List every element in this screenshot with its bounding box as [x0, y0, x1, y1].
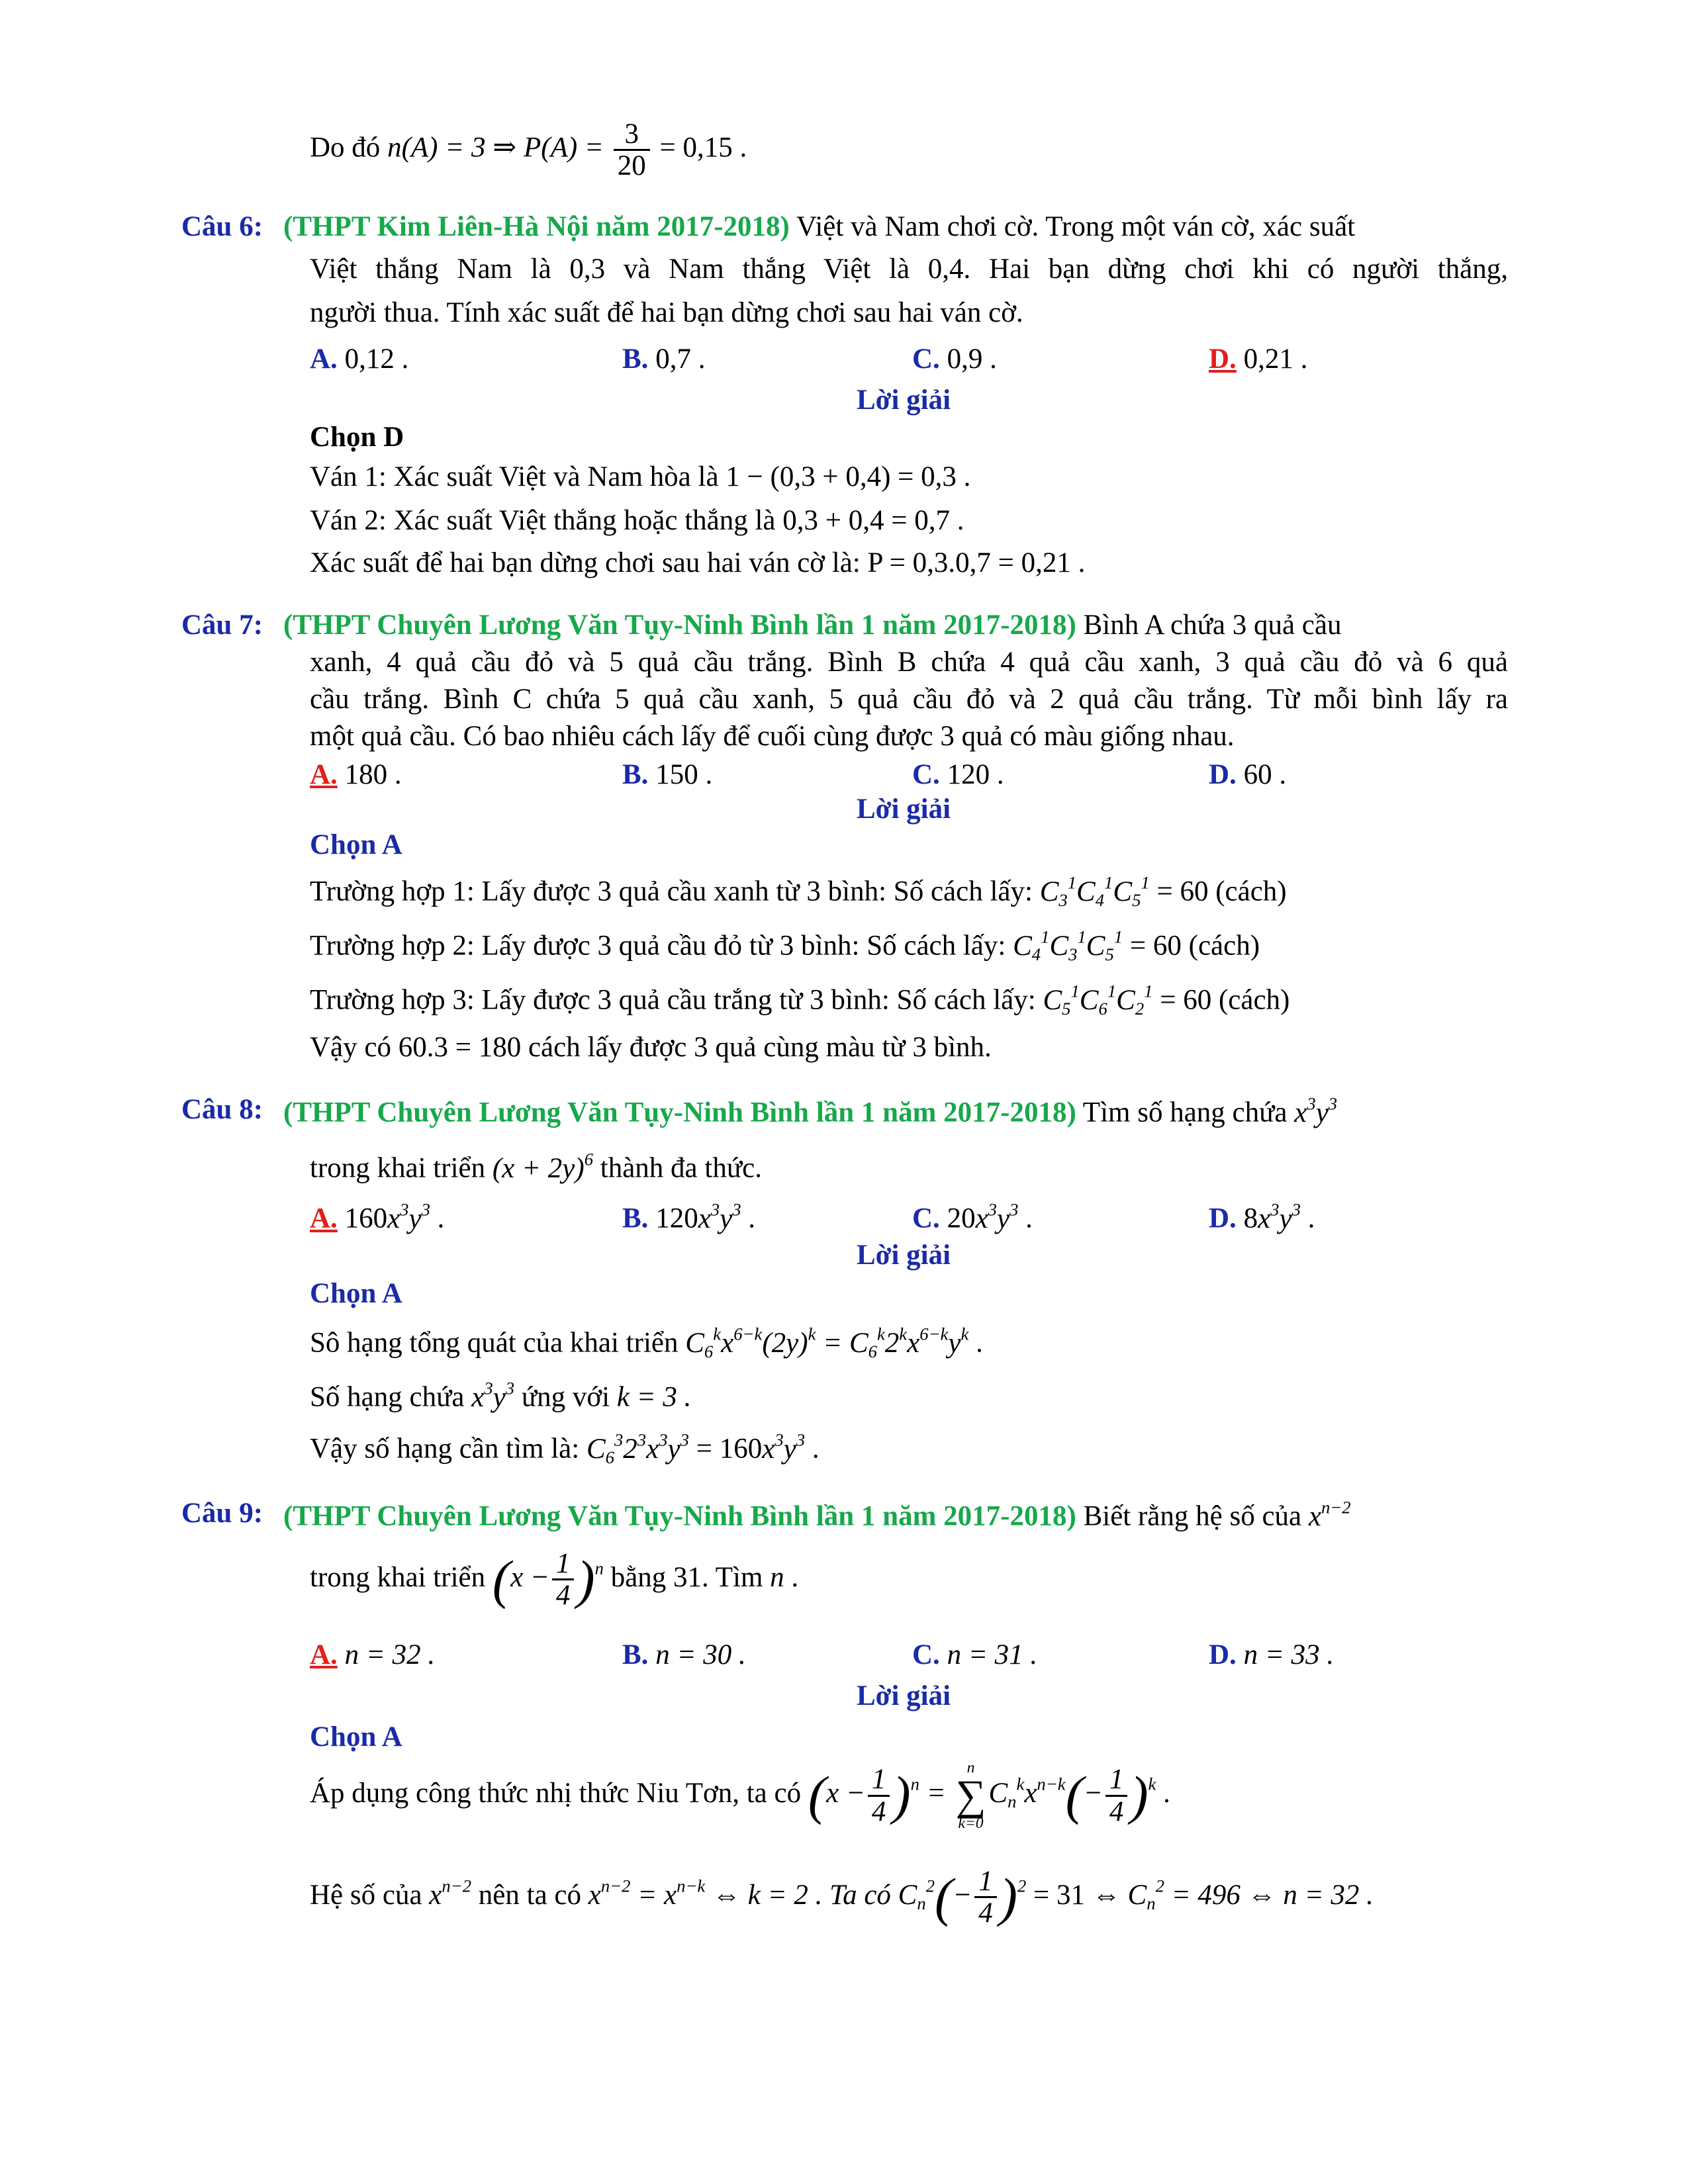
q6-source: (THPT Kim Liên-Hà Nội năm 2017-2018): [283, 211, 790, 242]
q8-solution-2: Số hạng chứa $x^3y^3$ ứng với k = 3 .: [310, 1378, 692, 1413]
q9-solution-2a: Hệ số của: [310, 1879, 422, 1911]
intro-fraction-num: 3: [614, 119, 650, 151]
q6-option-d-label: D.: [1209, 343, 1237, 375]
q7-case-2: [310, 927, 1260, 964]
q7-option-c: [912, 758, 1004, 791]
q6-option-a-value: 0,12 .: [344, 343, 409, 375]
q6-option-b: [622, 343, 705, 375]
q9-option-c-label: C.: [912, 1639, 940, 1670]
q9-option-c: [912, 1639, 1037, 1671]
intro-result: = 0,15 .: [659, 132, 747, 163]
q9-line2b: bằng 31. Tìm: [610, 1561, 763, 1593]
q9-line2a: trong khai triển: [310, 1561, 486, 1593]
q6-solution-1: Ván 1: Xác suất Việt và Nam hòa là 1 − (0,3 + 0,4) = 0,3 .: [310, 461, 971, 492]
q8-option-d-value: 8: [1243, 1203, 1258, 1234]
q7-option-d: [1209, 758, 1286, 791]
q6-solution-2: Ván 2: Xác suất Việt thắng hoặc thắng là 0,3 + 0,4 = 0,7 .: [310, 505, 964, 536]
q7-line1-text: Bình A chứa 3 quả cầu: [1083, 610, 1342, 641]
q9-option-b-label: B.: [622, 1639, 649, 1670]
q9-solution-2: Hệ số của $x^{n-2}$ nên ta có $x^{n-2} = x^{n-k}$ ⇔ k = 2 . Ta có $C_n^2(-$ $\frac{1}{4}$ )$^2$ = 31 ⇔ $C_n^2 = 496$ ⇔ n = 32 .: [310, 1866, 1374, 1929]
q7-case-3-text: Trường hợp 3: Lấy được 3 quả cầu trắng từ 3 bình: Số cách lấy:: [310, 984, 1036, 1016]
q8-solution-1: Sô hạng tổng quát của khai triển $C_6^kx^{6-k}(2y)^k = C_6^k2^kx^{6-k}y^k$ .: [310, 1324, 983, 1361]
q7-option-a-value: 180 .: [344, 759, 402, 790]
q9-solution-2d: = 31 ⇔: [1033, 1879, 1121, 1911]
q7-case-2-tail: = 60 (cách): [1129, 930, 1260, 962]
q7-option-c-label: C.: [912, 759, 940, 790]
q6-loigiai-heading: Lời giải: [856, 385, 951, 416]
q7-option-b-label: B.: [622, 759, 649, 790]
q7-conclusion: Vậy có 60.3 = 180 cách lấy được 3 quả cùng màu từ 3 bình.: [310, 1032, 992, 1063]
q8-source: (THPT Chuyên Lương Văn Tụy-Ninh Bình lần 1 năm 2017-2018): [283, 1097, 1076, 1128]
q8-line2a: trong khai triển: [310, 1152, 486, 1184]
q7-option-b: [622, 758, 712, 791]
q7-case-3-formula: $C_5^1C_6^1C_2^1$: [1043, 981, 1153, 1019]
q9-solution-2b: nên ta có: [478, 1879, 581, 1911]
q9-solution-1: Áp dụng công thức nhị thức Niu Tơn, ta có (x − $\frac{1}{4}$ )$^n$ = n ∑ k=0 $C_n^kx^{n-k}(-$ $\frac{1}{4}$ )$^k$ .: [310, 1759, 1170, 1832]
q7-line1: [283, 609, 1341, 641]
q7-case-1-formula: $C_3^1C_4^1C_5^1$: [1039, 872, 1150, 910]
q6-option-d-value: 0,21 .: [1243, 343, 1308, 375]
q6-number: Câu 6:: [181, 211, 263, 242]
q8-option-c-value: 20: [947, 1203, 976, 1234]
q7-loigiai-heading: Lời giải: [856, 794, 951, 825]
q9-option-b-value: n = 30 .: [655, 1639, 746, 1670]
q8-loigiai-heading: Lời giải: [856, 1240, 951, 1271]
intro-expr: n(A) = 3 ⇒ P(A) =: [387, 132, 604, 163]
q9-line2: trong khai triển (x − $\frac{1}{4}$ )$^n$ bằng 31. Tìm n .: [310, 1548, 799, 1612]
q9-source: (THPT Chuyên Lương Văn Tụy-Ninh Bình lần 1 năm 2017-2018): [283, 1500, 1076, 1532]
q8-option-a-value: 160: [344, 1203, 388, 1234]
q6-line1: [283, 210, 1355, 243]
q9-line1-text: Biết rằng hệ số của: [1083, 1500, 1302, 1532]
q8-chon: Chọn A: [310, 1278, 402, 1309]
q7-line4: một quả cầu. Có bao nhiêu cách lấy để cuối cùng được 3 quả có màu giống nhau.: [310, 721, 1235, 752]
q8-option-a-label: A.: [310, 1203, 338, 1234]
q6-option-c-label: C.: [912, 343, 940, 375]
q7-case-1-tail: = 60 (cách): [1156, 876, 1287, 907]
q8-number: Câu 8:: [181, 1094, 263, 1125]
q7-option-a: [310, 758, 402, 791]
q7-source: (THPT Chuyên Lương Văn Tụy-Ninh Bình lần 1 năm 2017-2018): [283, 610, 1076, 641]
q7-case-2-formula: $C_4^1C_3^1C_5^1$: [1013, 927, 1123, 964]
q9-option-d: [1209, 1639, 1334, 1671]
q7-case-3-tail: = 60 (cách): [1160, 984, 1290, 1016]
intro-line: [310, 119, 747, 181]
intro-fraction-den: 20: [617, 150, 646, 182]
q8-option-c-label: C.: [912, 1203, 940, 1234]
q9-option-c-value: n = 31 .: [947, 1639, 1038, 1670]
q7-option-d-value: 60 .: [1243, 759, 1287, 790]
q9-solution-1-text: Áp dụng công thức nhị thức Niu Tơn, ta có: [310, 1777, 802, 1809]
q7-option-c-value: 120 .: [947, 759, 1004, 790]
q9-number: Câu 9:: [181, 1498, 263, 1529]
q8-term: $x^3y^3$: [1294, 1093, 1338, 1128]
q6-option-c-value: 0,9 .: [947, 343, 997, 375]
intro-fraction: [614, 119, 650, 181]
q7-case-2-text: Trường hợp 2: Lấy được 3 quả cầu đỏ từ 3 bình: Số cách lấy:: [310, 930, 1006, 962]
q6-option-d: [1209, 343, 1307, 375]
q9-loigiai-heading: Lời giải: [856, 1680, 951, 1711]
q9-option-a-label: A.: [310, 1639, 338, 1670]
q8-option-d-label: D.: [1209, 1203, 1237, 1234]
q8-solution-3b: = 160: [696, 1433, 763, 1465]
q8-line1: [283, 1093, 1337, 1129]
q7-line3: cầu trắng. Bình C chứa 5 quả cầu xanh, 5 quả cầu đỏ và 2 quả cầu trắng. Từ mỗi bình lấy ra: [310, 684, 1508, 715]
q8-solution-3: Vậy số hạng cần tìm là: $C_6^32^3x^3y^3 = 160x^3y^3$ .: [310, 1430, 820, 1467]
q8-solution-2a: Số hạng chứa: [310, 1381, 465, 1413]
q9-option-d-value: n = 33 .: [1243, 1639, 1335, 1670]
q8-option-c: C. $20x^3y^3$ .: [912, 1199, 1033, 1234]
q9-option-d-label: D.: [1209, 1639, 1237, 1670]
q6-line2: Việt thắng Nam là 0,3 và Nam thắng Việt là 0,4. Hai bạn dừng chơi khi có người thắng,: [310, 253, 1508, 285]
q9-chon: Chọn A: [310, 1721, 402, 1752]
q6-solution-3: Xác suất để hai bạn dừng chơi sau hai ván cờ là: P = 0,3.0,7 = 0,21 .: [310, 547, 1086, 578]
q7-case-3: [310, 981, 1289, 1019]
q7-case-1-text: Trường hợp 1: Lấy được 3 quả cầu xanh từ 3 bình: Số cách lấy:: [310, 876, 1033, 907]
q9-solution-2e: = 496 ⇔ n = 32 .: [1171, 1879, 1374, 1911]
q6-chon: Chọn D: [310, 422, 404, 453]
q6-option-a: [310, 343, 408, 375]
q7-number: Câu 7:: [181, 610, 263, 641]
q6-option-c: [912, 343, 997, 375]
q8-option-d: D. $8x^3y^3$ .: [1209, 1199, 1315, 1234]
q8-solution-2b: ứng với: [521, 1381, 610, 1413]
q8-solution-1-text: Sô hạng tổng quát của khai triển: [310, 1327, 679, 1359]
q6-line1-text: Việt và Nam chơi cờ. Trong một ván cờ, xác suất: [796, 211, 1356, 242]
q8-option-a: A. $160x^3y^3$ .: [310, 1199, 445, 1234]
q6-option-a-label: A.: [310, 343, 338, 375]
q6-line3: người thua. Tính xác suất để hai bạn dừng chơi sau hai ván cờ.: [310, 297, 1023, 328]
q9-binomial: (x − $\frac{1}{4}$ )$^n$: [492, 1548, 604, 1612]
q8-option-b-label: B.: [622, 1203, 649, 1234]
q6-option-b-label: B.: [622, 343, 649, 375]
q7-option-a-label: A.: [310, 759, 338, 790]
q8-solution-2c: k = 3 .: [616, 1381, 692, 1413]
q9-option-b: [622, 1639, 746, 1671]
q7-chon: Chọn A: [310, 829, 402, 860]
q7-line2: xanh, 4 quả cầu đỏ và 5 quả cầu trắng. Bình B chứa 4 quả cầu xanh, 3 quả cầu đỏ và 6 quả: [310, 647, 1508, 678]
q7-case-1: [310, 872, 1287, 910]
q9-option-a-value: n = 32 .: [344, 1639, 436, 1670]
q9-option-a: [310, 1639, 435, 1671]
q9-expansion: (x − $\frac{1}{4}$ )$^n$ = n ∑ k=0 $C_n^kx^{n-k}(-$ $\frac{1}{4}$ )$^k$: [808, 1759, 1156, 1832]
q7-option-d-label: D.: [1209, 759, 1237, 790]
q8-option-b: B. $120x^3y^3$ .: [622, 1199, 756, 1234]
intro-text: Do đó: [310, 132, 381, 163]
q8-line1-text: Tìm số hạng chứa: [1082, 1097, 1288, 1128]
q8-general-term: $C_6^kx^{6-k}(2y)^k = C_6^k2^kx^{6-k}y^k$: [685, 1324, 969, 1361]
q9-solution-2c: ⇔ k = 2 . Ta có: [712, 1879, 891, 1911]
q8-binomial: $(x + 2y)^6$: [492, 1149, 594, 1184]
q8-option-b-value: 120: [655, 1203, 698, 1234]
q6-option-b-value: 0,7 .: [655, 343, 706, 375]
q8-line2: [310, 1149, 762, 1185]
q8-solution-3-text: Vậy số hạng cần tìm là:: [310, 1433, 580, 1465]
q7-option-b-value: 150 .: [655, 759, 713, 790]
q8-line2b: thành đa thức.: [600, 1152, 762, 1184]
q9-line1: (THPT Chuyên Lương Văn Tụy-Ninh Bình lần 1 năm 2017-2018) Biết rằng hệ số của $x^{n-2}$: [283, 1497, 1351, 1532]
